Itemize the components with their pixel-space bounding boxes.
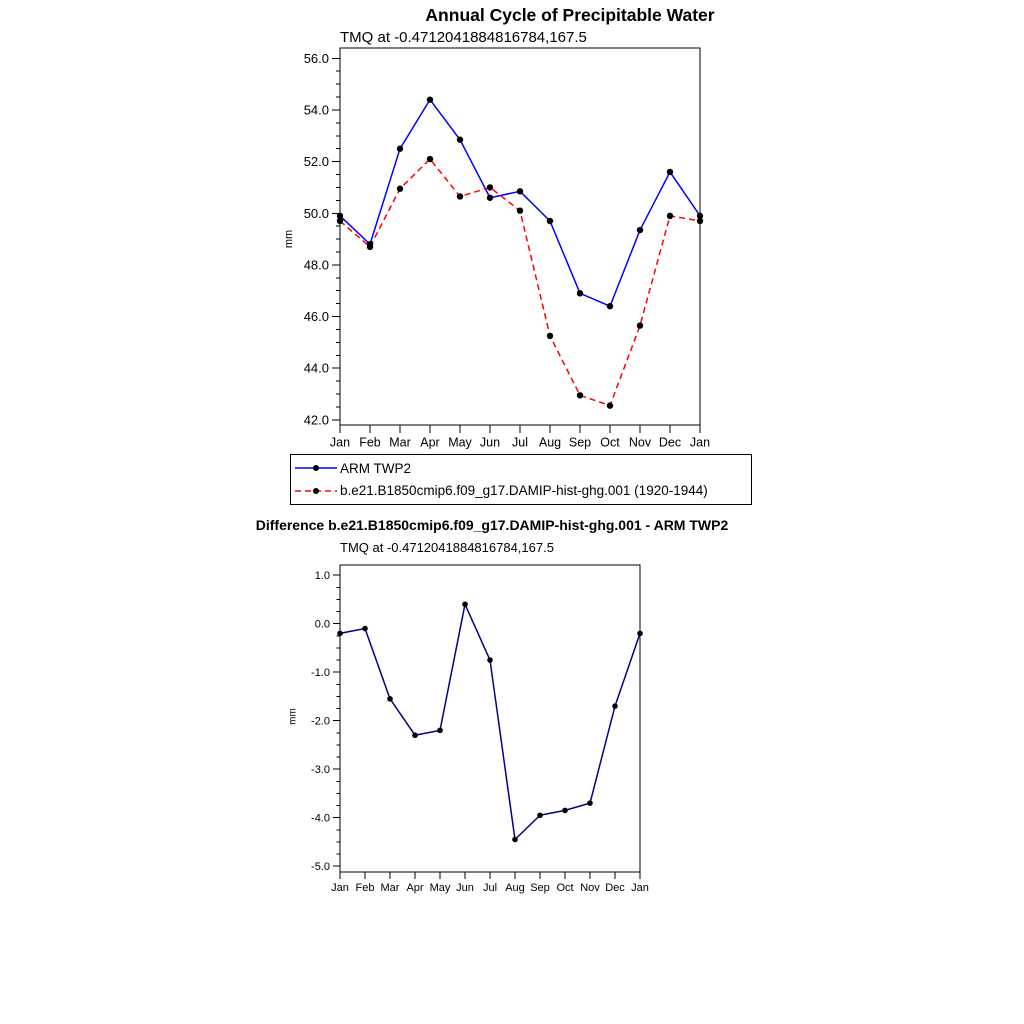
svg-text:Nov: Nov (628, 435, 652, 450)
svg-text:Jan: Jan (689, 435, 711, 450)
legend-label-damip-hist-ghg: b.e21.B1850cmip6.f09_g17.DAMIP-hist-ghg.001 (1920-1944) (340, 483, 708, 499)
svg-text:Feb: Feb (359, 435, 381, 450)
svg-text:Aug: Aug (505, 881, 525, 894)
svg-text:Mar: Mar (380, 881, 400, 894)
svg-text:-3.0: -3.0 (311, 764, 330, 777)
svg-text:Sep: Sep (568, 435, 592, 450)
svg-text:Mar: Mar (389, 435, 411, 450)
bottom-chart-y-axis-label: mm (287, 708, 299, 725)
svg-text:-2.0: -2.0 (311, 715, 330, 728)
svg-text:42.0: 42.0 (303, 412, 329, 428)
svg-text:Apr: Apr (406, 881, 424, 894)
legend-line-sample-arm-twp2 (293, 461, 339, 475)
legend-item-damip-hist-ghg (293, 482, 749, 501)
svg-text:-4.0: -4.0 (311, 812, 330, 825)
top-chart-canvas (260, 40, 780, 460)
svg-text:1.0: 1.0 (314, 570, 330, 583)
top-chart-y-axis-label: mm (283, 229, 295, 249)
bottom-chart-subtitle: TMQ at -0.4712041884816784,167.5 (340, 540, 554, 555)
svg-text:May: May (429, 881, 451, 894)
svg-text:Jan: Jan (329, 435, 351, 450)
svg-text:Jun: Jun (479, 435, 501, 450)
legend-line-sample-damip-hist-ghg (293, 484, 339, 498)
svg-text:Dec: Dec (605, 881, 625, 894)
legend (290, 454, 752, 505)
svg-text:52.0: 52.0 (303, 154, 329, 170)
svg-text:56.0: 56.0 (303, 50, 329, 66)
svg-text:48.0: 48.0 (303, 257, 329, 273)
svg-text:Feb: Feb (355, 881, 375, 894)
top-chart-subtitle: TMQ at -0.4712041884816784,167.5 (340, 29, 587, 46)
svg-text:Dec: Dec (658, 435, 682, 450)
svg-text:50.0: 50.0 (303, 205, 329, 221)
top-chart-title: Annual Cycle of Precipitable Water (425, 5, 715, 25)
svg-text:Oct: Oct (556, 881, 574, 894)
svg-text:-1.0: -1.0 (311, 667, 330, 680)
svg-text:Jul: Jul (512, 435, 528, 450)
svg-text:Jul: Jul (482, 881, 498, 894)
bottom-chart-title: Difference b.e21.B1850cmip6.f09_g17.DAMIP-hist-ghg.001 - ARM TWP2 (255, 517, 729, 533)
svg-text:Aug: Aug (538, 435, 562, 450)
svg-text:May: May (448, 435, 472, 450)
legend-item-arm-twp2 (293, 459, 749, 478)
svg-text:0.0: 0.0 (314, 618, 330, 631)
svg-text:-5.0: -5.0 (311, 861, 330, 874)
legend-label-arm-twp2: ARM TWP2 (340, 460, 412, 476)
svg-text:46.0: 46.0 (303, 309, 329, 325)
svg-text:Nov: Nov (580, 881, 600, 894)
svg-text:44.0: 44.0 (303, 360, 329, 376)
svg-text:Apr: Apr (420, 435, 440, 450)
svg-text:54.0: 54.0 (303, 102, 329, 118)
svg-text:Jan: Jan (331, 881, 349, 894)
svg-text:Jan: Jan (631, 881, 649, 894)
svg-text:Oct: Oct (600, 435, 620, 450)
svg-text:Sep: Sep (530, 881, 550, 894)
svg-text:Jun: Jun (456, 881, 474, 894)
bottom-chart-canvas (260, 555, 780, 900)
